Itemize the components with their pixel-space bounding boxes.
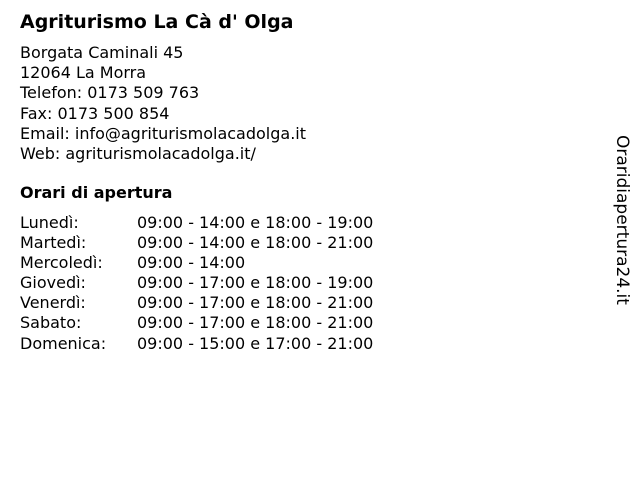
address-city: 12064 La Morra [20, 63, 147, 83]
site-watermark [604, 135, 640, 315]
time-range: 09:00 - 17:00 e 18:00 - 21:00 [137, 293, 374, 313]
contact-info [20, 43, 306, 164]
day-label: Mercoledì: [20, 253, 103, 273]
site-brand-text: Oraridiapertura24.it [612, 135, 632, 305]
business-name: Agriturismo La Cà d' Olga [20, 11, 294, 33]
day-label: Giovedì: [20, 273, 86, 293]
email-address: Email: info@agriturismolacadolga.it [20, 123, 307, 143]
day-label: Domenica: [20, 333, 107, 353]
website: Web: agriturismolacadolga.it/ [20, 143, 256, 163]
phone-number: Telefon: 0173 509 763 [20, 83, 200, 103]
time-range: 09:00 - 14:00 e 18:00 - 19:00 [137, 213, 374, 232]
time-range: 09:00 - 14:00 [137, 253, 246, 273]
time-range: 09:00 - 17:00 e 18:00 - 21:00 [137, 313, 374, 333]
day-label: Venerdì: [20, 293, 86, 313]
address-street: Borgata Caminali 45 [20, 43, 184, 62]
time-range: 09:00 - 17:00 e 18:00 - 19:00 [137, 273, 374, 293]
time-range: 09:00 - 15:00 e 17:00 - 21:00 [137, 333, 374, 353]
time-range: 09:00 - 14:00 e 18:00 - 21:00 [137, 233, 374, 253]
hours-heading: Orari di apertura [20, 183, 173, 202]
day-label: Sabato: [20, 313, 82, 333]
day-label: Lunedì: [20, 213, 79, 232]
fax-number: Fax: 0173 500 854 [20, 103, 170, 123]
day-label: Martedì: [20, 233, 87, 253]
